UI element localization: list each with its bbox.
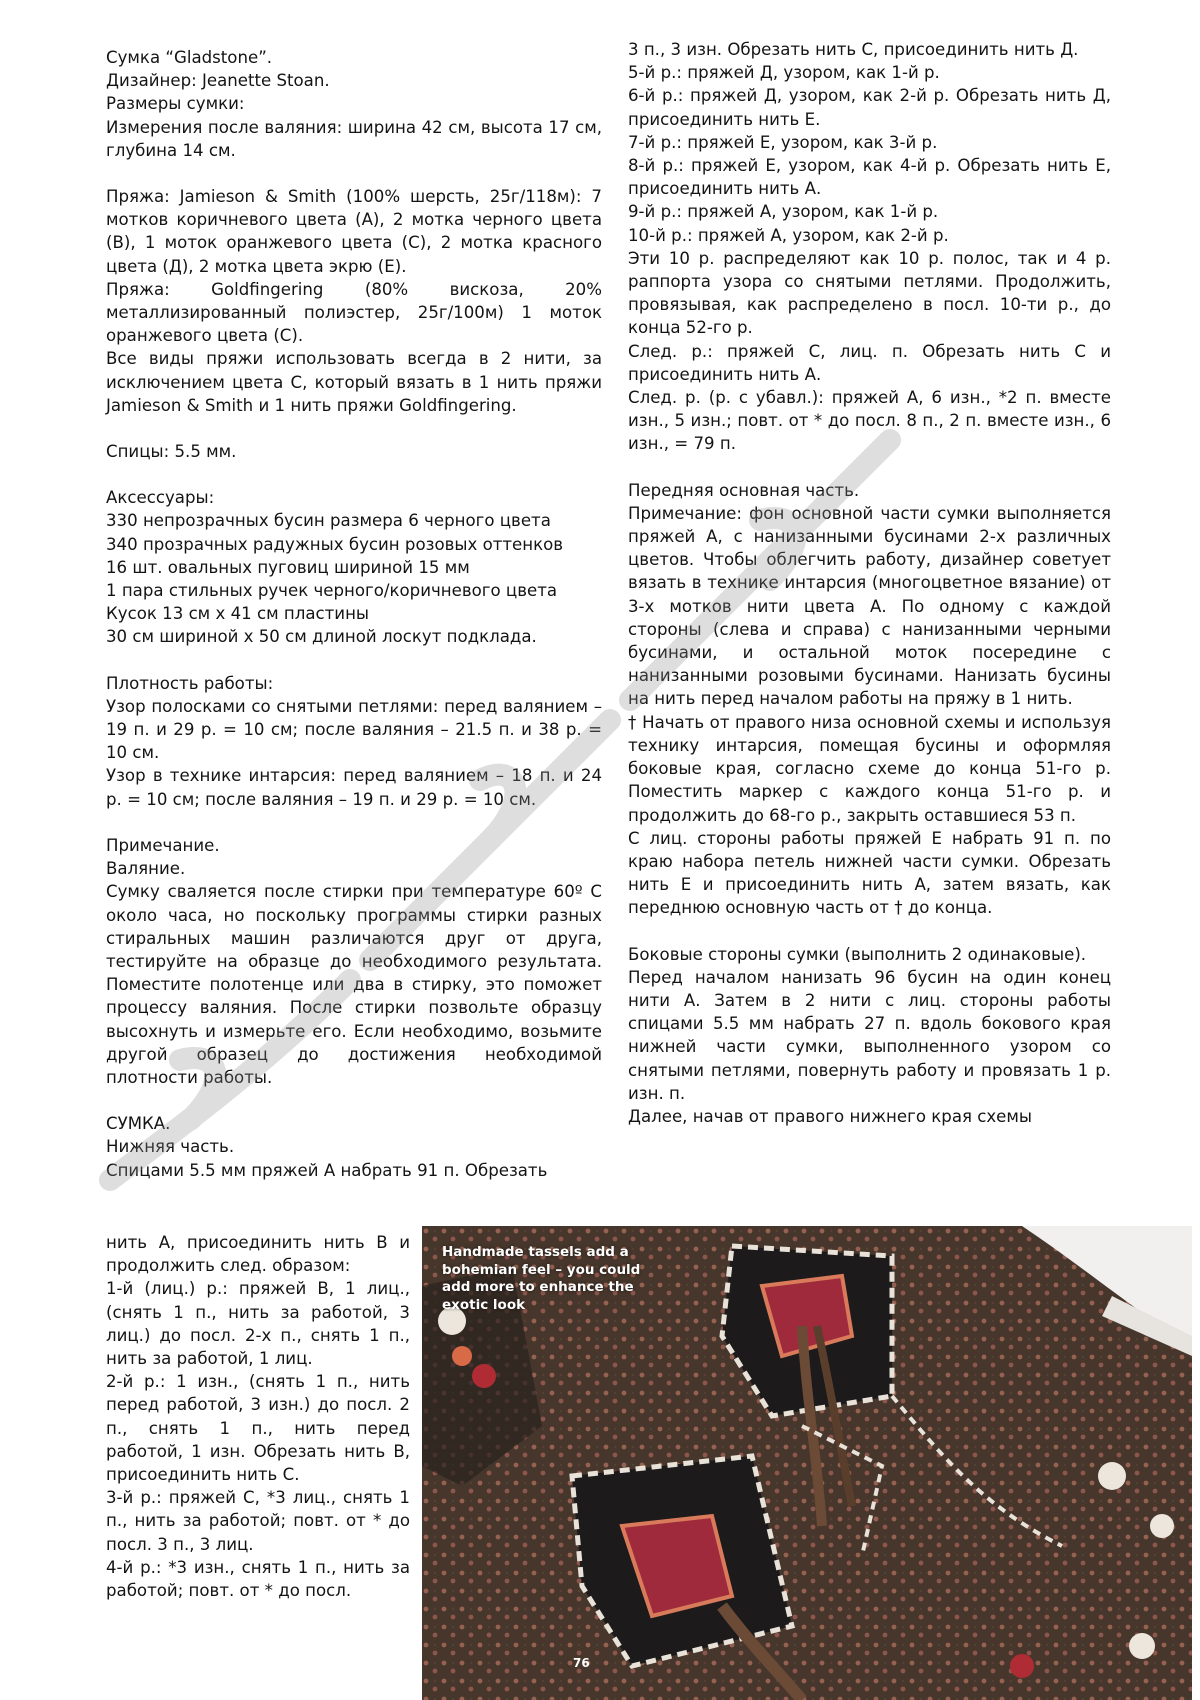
right-paragraph: 3 п., 3 изн. Обрезать нить С, присоединить нить Д.: [628, 40, 1079, 59]
left-paragraph: Спицами 5.5 мм пряжей А набрать 91 п. Обрезать: [106, 1160, 548, 1180]
left-paragraph: 330 непрозрачных бусин размера 6 черного цвета: [106, 511, 551, 531]
right-paragraph: 10-й р.: пряжей А, узором, как 2-й р.: [628, 225, 949, 245]
left-paragraph: Аксессуары:: [106, 488, 215, 508]
left-paragraph: Дизайнер: Jeanette Stoan.: [106, 71, 330, 91]
paragraph-gap: [628, 456, 1111, 479]
right-paragraph: Примечание: фон основной части сумки выполняется пряжей А, с нанизанными бусинами 2-х различных цветов. Чтобы облегчить работу, дизайнер советует вязать в технике интарсия (многоцветное вязание) от 3-х мотков нити цвета А. По одному с каждой стороны (слева и справа) с нанизанными черными бусинами, и остальной моток посередине с нанизанными розовыми бусинами. Нанизать бусины на нить перед началом работы на пряжу в 1 нить.: [628, 503, 1111, 709]
paragraph-gap: [106, 811, 602, 834]
right-paragraph: Боковые стороны сумки (выполнить 2 одинаковые).: [628, 944, 1087, 964]
paragraph-gap: [628, 920, 1111, 943]
paragraph-gap: [106, 1089, 602, 1112]
left-paragraph: 16 шт. овальных пуговиц шириной 15 мм: [106, 557, 470, 577]
paragraph-gap: [106, 463, 602, 486]
left-paragraph: Примечание.: [106, 835, 220, 855]
right-paragraph: С лиц. стороны работы пряжей Е набрать 91 п. по краю набора петель нижней части сумки. Обрезать нить Е и присоединить нить А, затем вязать, как переднюю основную часть от † до конца.: [628, 828, 1111, 918]
right-paragraph: 5-й р.: пряжей Д, узором, как 1-й р.: [628, 63, 940, 83]
narrow-paragraph: 1-й (лиц.) р.: пряжей В, 1 лиц., (снять 1 п., нить за работой, 3 лиц.) до посл. 2-х п., снять 1 п., нить за работой, 1 лиц.: [106, 1279, 410, 1369]
left-paragraph: Спицы: 5.5 мм.: [106, 442, 237, 462]
photo-caption: Handmade tassels add a bohemian feel – you could add more to enhance the exotic look: [442, 1244, 641, 1313]
narrow-text-column: [106, 1231, 410, 1602]
left-paragraph: Размеры сумки:: [106, 94, 245, 114]
right-paragraph: Передняя основная часть.: [628, 480, 860, 500]
left-text-column: [106, 46, 602, 1182]
right-paragraph: След. р.: пряжей С, лиц. п. Обрезать нить С и присоединить нить А.: [628, 341, 1111, 384]
left-paragraph: Нижняя часть.: [106, 1137, 235, 1157]
bag-photo: [422, 1226, 1192, 1700]
narrow-paragraph: 3-й р.: пряжей С, *3 лиц., снять 1 п., нить за работой; повт. от * до посл. 3 п., 3 лиц.: [106, 1488, 410, 1554]
narrow-paragraph: нить А, присоединить нить В и продолжить след. образом:: [106, 1233, 410, 1276]
left-paragraph: Узор полосками со снятыми петлями: перед валянием – 19 п. и 29 р. = 10 см; после валяния – 21.5 п. и 38 р. = 10 см.: [106, 696, 602, 763]
left-paragraph: 1 пара стильных ручек черного/коричневого цвета: [106, 581, 558, 601]
right-paragraph: Перед началом нанизать 96 бусин на один конец нити А. Затем в 2 нити с лиц. стороны работы спицами 5.5 мм набрать 27 п. вдоль бокового края нижней части сумки, выполненного узором со снятыми петлями, повернуть работу и провязать 1 р. изн. п.: [628, 967, 1111, 1103]
right-paragraph: След. р. (р. с убавл.): пряжей А, 6 изн., *2 п. вместе изн., 5 изн.; повт. от * до посл. 8 п., 2 п. вместе изн., 6 изн., = 79 п.: [628, 388, 1111, 454]
page-number: 76: [573, 1656, 590, 1670]
paragraph-gap: [106, 417, 602, 440]
left-paragraph: СУМКА.: [106, 1114, 171, 1134]
left-paragraph: Измерения после валяния: ширина 42 см, высота 17 см, глубина 14 см.: [106, 117, 602, 160]
left-paragraph: Пряжа: Goldfingering (80% вискоза, 20% металлизированный полиэстер, 25г/100м) 1 моток оранжевого цвета (С).: [106, 279, 602, 346]
right-paragraph: Далее, начав от правого нижнего края схемы: [628, 1106, 1033, 1126]
narrow-paragraph: 2-й р.: 1 изн., (снять 1 п., нить перед работой, 3 изн.) до посл. 2 п., снять 1 п., нить перед работой, 1 изн. Обрезать нить В, присоединить нить С.: [106, 1372, 410, 1485]
left-paragraph: 30 см шириной х 50 см длиной лоскут подклада.: [106, 627, 537, 647]
right-paragraph: 7-й р.: пряжей Е, узором, как 3-й р.: [628, 132, 938, 152]
right-paragraph: Эти 10 р. распределяют как 10 р. полос, так и 4 р. раппорта узора со снятыми петлями. Продолжить, провязывая, как распределено в посл. 10-ти р., до конца 52-го р.: [628, 248, 1111, 338]
left-paragraph: Узор в технике интарсия: перед валянием – 18 п. и 24 р. = 10 см; после валяния – 19 п. и 29 р. = 10 см.: [106, 766, 602, 809]
right-paragraph: 6-й р.: пряжей Д, узором, как 2-й р. Обрезать нить Д, присоединить нить Е.: [628, 86, 1111, 129]
right-paragraph: 8-й р.: пряжей Е, узором, как 4-й р. Обрезать нить Е, присоединить нить А.: [628, 156, 1111, 199]
left-paragraph: Плотность работы:: [106, 673, 274, 693]
left-paragraph: 340 прозрачных радужных бусин розовых оттенков: [106, 534, 564, 554]
left-paragraph: Пряжа: Jamieson & Smith (100% шерсть, 25г/118м): 7 мотков коричневого цвета (А), 2 мотка черного цвета (В), 1 моток оранжевого цвета (С), 2 мотка красного цвета (Д), 2 мотка цвета экрю (Е).: [106, 187, 602, 276]
left-paragraph: Сумку сваляется после стирки при температуре 60º С около часа, но поскольку программы стирки разных стиральных машин различаются друг от друга, тестируйте на образце до необходимого результата. Поместите полотенце или два в стирку, это поможет процессу валяния. После стирки позвольте образцу высохнуть и измерьте его. Если необходимо, возьмите другой образец до достижения необходимой плотности работы.: [106, 882, 602, 1087]
right-text-column: [628, 38, 1111, 1128]
right-paragraph: 9-й р.: пряжей А, узором, как 1-й р.: [628, 202, 939, 222]
left-paragraph: Сумка “Gladstone”.: [106, 48, 273, 67]
left-paragraph: Все виды пряжи использовать всегда в 2 нити, за исключением цвета С, который вязать в 1 нить пряжи Jamieson & Smith и 1 нить пряжи Goldfingering.: [106, 349, 602, 415]
paragraph-gap: [106, 162, 602, 185]
paragraph-gap: [106, 649, 602, 672]
narrow-paragraph: 4-й р.: *3 изн., снять 1 п., нить за работой; повт. от * до посл.: [106, 1557, 410, 1601]
left-paragraph: Кусок 13 см х 41 см пластины: [106, 604, 370, 624]
right-paragraph: † Начать от правого низа основной схемы и используя технику интарсия, помещая бусины и оформляя боковые края, согласно схеме до конца 51-го р. Поместить маркер с каждого конца 51-го р. и продолжить до 68-го р., закрыть оставшиеся 53 п.: [628, 712, 1111, 825]
left-paragraph: Валяние.: [106, 859, 186, 879]
